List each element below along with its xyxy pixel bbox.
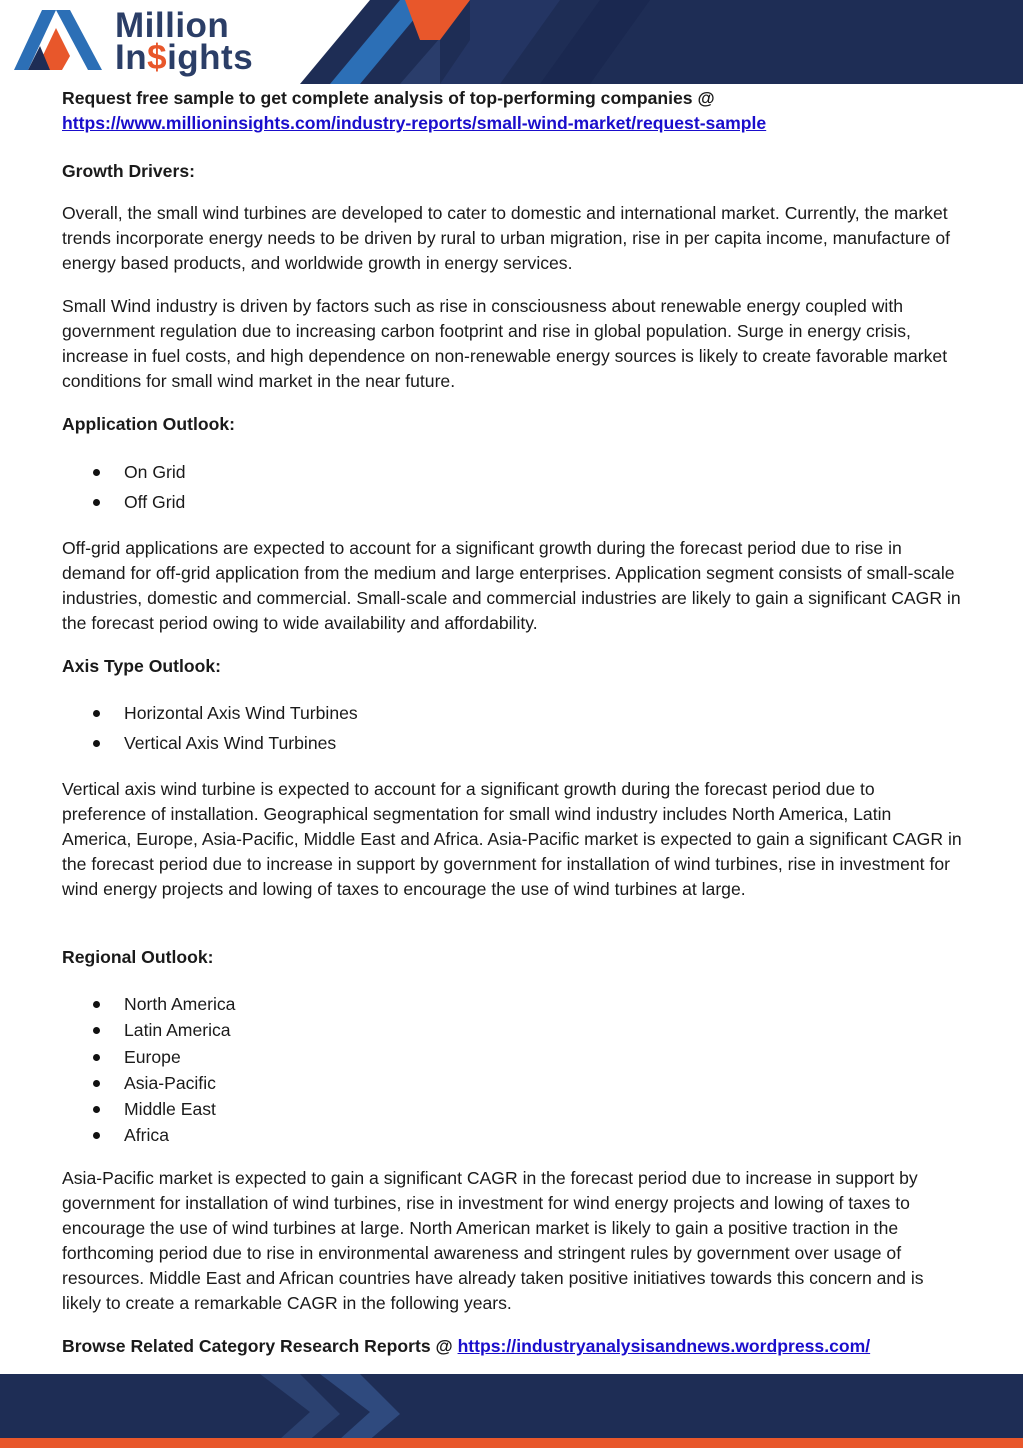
list-item: Vertical Axis Wind Turbines	[62, 728, 962, 758]
bullet-icon	[93, 740, 100, 747]
request-sample-block	[62, 86, 962, 136]
list-item: Latin America	[62, 1017, 962, 1043]
bullet-icon	[93, 499, 100, 506]
regional-list	[62, 991, 962, 1149]
application-outlook-heading: Application Outlook:	[62, 414, 235, 434]
footer-graphic	[0, 1374, 1023, 1448]
growth-drivers-paragraph-2: Small Wind industry is driven by factors such as rise in consciousness about renewable energy coupled with government regulation due to increasing carbon footprint and rise in global population. Surge in energy crisis, increase in fuel costs, and high dependence on non-renewable energy sources is likely to create favorable market conditions for small wind market in the near future.	[62, 296, 948, 391]
application-list	[62, 457, 962, 517]
axis-type-paragraph: Vertical axis wind turbine is expected to account for a significant growth during the forecast period due to preference of installation. Geographical segmentation for small wind industry includes North America, Latin America, Europe, Asia-Pacific, Middle East and Africa. Asia-Pacific market is expected to gain a significant CAGR in the forecast period due to increase in support by government for installation of wind turbines, rise in investment for wind energy projects and lowing of taxes to encourage the use of wind turbines at large.	[62, 779, 962, 899]
bullet-icon	[93, 1054, 100, 1061]
bullet-icon	[93, 710, 100, 717]
list-item: Horizontal Axis Wind Turbines	[62, 698, 962, 728]
browse-related-text: Browse Related Category Research Reports @	[62, 1336, 453, 1356]
list-item: North America	[62, 991, 962, 1017]
list-item: Off Grid	[62, 487, 962, 517]
logo-word-insights: In$ights	[115, 38, 254, 77]
bullet-icon	[93, 1001, 100, 1008]
axis-type-list	[62, 698, 962, 758]
list-item: Europe	[62, 1044, 962, 1070]
browse-related-link[interactable]: https://industryanalysisandnews.wordpress.com/	[457, 1336, 871, 1356]
request-sample-text: Request free sample to get complete analysis of top-performing companies @	[62, 88, 715, 108]
axis-type-outlook-heading: Axis Type Outlook:	[62, 656, 222, 676]
million-insights-logo	[10, 4, 254, 80]
bullet-icon	[93, 1132, 100, 1139]
regional-outlook-heading: Regional Outlook:	[62, 947, 214, 967]
growth-drivers-paragraph-1: Overall, the small wind turbines are developed to cater to domestic and international market. Currently, the market trends incorporate energy needs to be driven by rural to urban migration, rise in per capita income, manufacture of energy based products, and worldwide growth in energy services.	[62, 203, 950, 273]
logo-mountain-icon	[10, 4, 110, 74]
logo-word-million: Million	[115, 6, 230, 45]
bullet-icon	[93, 469, 100, 476]
bullet-icon	[93, 1080, 100, 1087]
list-item: Africa	[62, 1122, 962, 1148]
footer-banner	[0, 1374, 1023, 1448]
header-banner	[0, 0, 1023, 84]
list-item: On Grid	[62, 457, 962, 487]
growth-drivers-heading: Growth Drivers:	[62, 161, 195, 181]
application-paragraph: Off-grid applications are expected to account for a significant growth during the forecast period due to rise in demand for off-grid application from the medium and large enterprises. Application segment consists of small-scale industries, domestic and commercial. Small-scale and commercial industries are likely to gain a significant CAGR in the forecast period owing to wide availability and affordability.	[62, 538, 961, 633]
request-sample-link[interactable]: https://www.millioninsights.com/industry-reports/small-wind-market/request-sample	[62, 113, 767, 133]
bullet-icon	[93, 1106, 100, 1113]
bullet-icon	[93, 1027, 100, 1034]
list-item: Asia-Pacific	[62, 1070, 962, 1096]
regional-paragraph: Asia-Pacific market is expected to gain a significant CAGR in the forecast period due to increase in support by government for installation of wind turbines, rise in investment for wind energy projects and lowing of taxes to encourage the use of wind turbines at large. North American market is likely to gain a positive traction in the forthcoming period due to rise in environmental awareness and stringent rules by government over usage of resources. Middle East and African countries have already taken positive initiatives towards this concern and is likely to create a remarkable CAGR in the following years.	[62, 1168, 924, 1313]
browse-related-block	[62, 1334, 962, 1359]
list-item: Middle East	[62, 1096, 962, 1122]
